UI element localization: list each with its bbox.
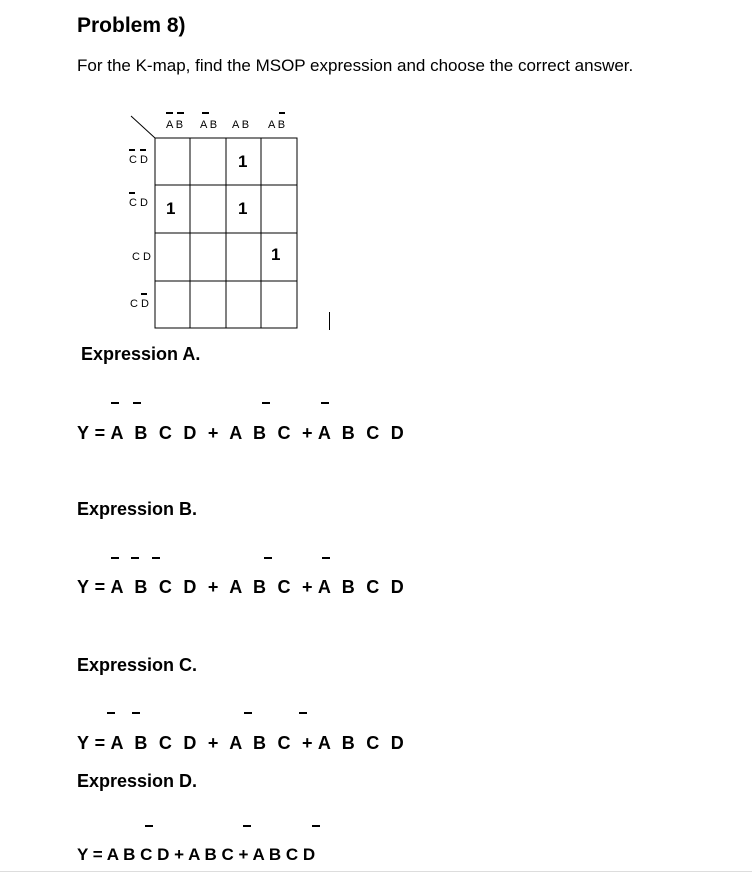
overbar xyxy=(264,557,272,559)
kmap-col-header: A B xyxy=(200,119,218,131)
overbar xyxy=(131,557,139,559)
overbar xyxy=(322,557,330,559)
kmap-cell: 1 xyxy=(271,245,281,264)
overbar xyxy=(133,402,141,404)
overbar xyxy=(111,402,119,404)
kmap-cell: 1 xyxy=(238,199,248,218)
overbar xyxy=(111,557,119,559)
problem-title: Problem 8) xyxy=(77,14,186,37)
expression-d-label: Expression D. xyxy=(77,771,198,791)
expression-b-equation: Y = A B C D + A B C + A B C D xyxy=(77,577,405,597)
expression-d-equation: Y = A B C D + A B C + A B C D xyxy=(77,845,316,864)
kmap-row-overbars xyxy=(129,150,147,294)
overbar xyxy=(244,712,252,714)
problem-instruction: For the K-map, find the MSOP expression and choose the correct answer. xyxy=(77,56,634,75)
kmap-row-header: C D xyxy=(130,298,149,310)
expression-c-equation: Y = A B C D + A B C + A B C D xyxy=(77,733,405,753)
overbar xyxy=(299,712,307,714)
expression-a-label: Expression A. xyxy=(81,344,201,364)
kmap-corner-diagonal xyxy=(131,116,155,138)
expression-c-label: Expression C. xyxy=(77,655,198,675)
overbar xyxy=(262,402,270,404)
kmap-grid xyxy=(155,138,297,328)
overbar xyxy=(321,402,329,404)
text-cursor xyxy=(329,312,330,330)
overbar xyxy=(132,712,140,714)
kmap-cell: 1 xyxy=(238,152,248,171)
kmap-cell: 1 xyxy=(166,199,176,218)
kmap-col-header: A B xyxy=(166,119,184,131)
kmap-col-header: A B xyxy=(232,119,250,131)
expression-b-label: Expression B. xyxy=(77,499,198,519)
overbar xyxy=(243,825,251,827)
overbar xyxy=(312,825,320,827)
overbar xyxy=(145,825,153,827)
overbar xyxy=(152,557,160,559)
page-bottom-divider xyxy=(0,871,752,872)
expression-a-equation: Y = A B C D + A B C + A B C D xyxy=(77,423,405,443)
kmap-row-header: C D xyxy=(129,154,148,166)
kmap-row-header: C D xyxy=(132,251,151,263)
kmap-row-header: C D xyxy=(129,197,148,209)
overbar xyxy=(107,712,115,714)
kmap-col-header: A B xyxy=(268,119,286,131)
